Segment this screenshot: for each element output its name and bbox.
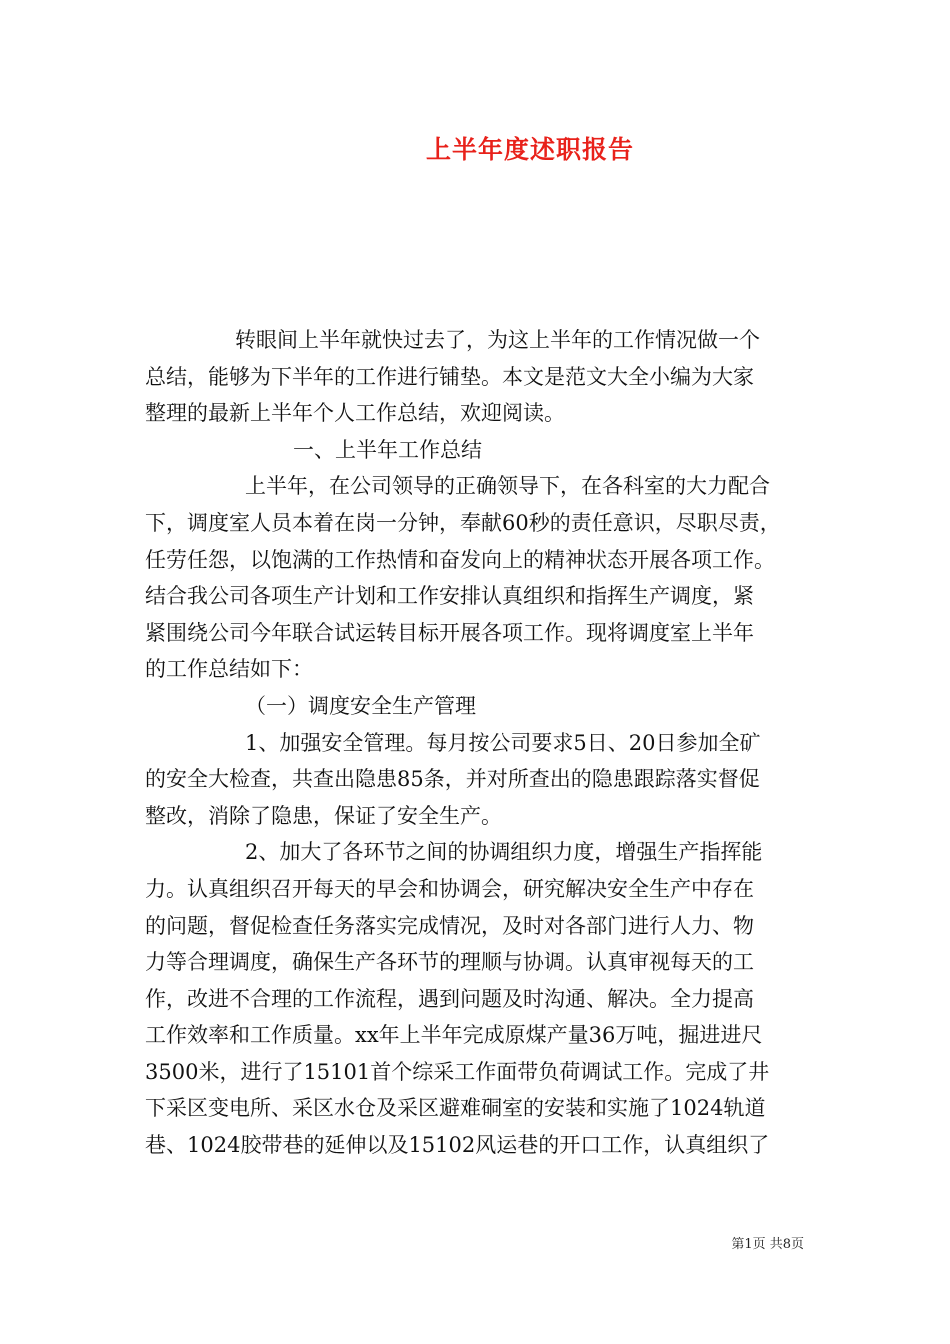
paragraph-line: 3500米，进行了15101首个综采工作面带负荷调试工作。完成了井 xyxy=(145,1059,770,1084)
paragraph-line: 的问题，督促检查任务落实完成情况，及时对各部门进行人力、物 xyxy=(145,913,754,938)
paragraph-line: 的工作总结如下： xyxy=(145,657,313,682)
section-heading: 一、上半年工作总结 xyxy=(293,437,482,462)
paragraph-line: 紧围绕公司今年联合试运转目标开展各项工作。现将调度室上半年 xyxy=(145,620,754,645)
page-number-footer: 第1页 共8页 xyxy=(731,1237,804,1252)
paragraph-line: 上半年，在公司领导的正确领导下，在各科室的大力配合 xyxy=(245,474,770,499)
paragraph-line: 转眼间上半年就快过去了，为这上半年的工作情况做一个 xyxy=(235,328,760,352)
paragraph-line: 的安全大检查，共查出隐患85条，并对所查出的隐患跟踪落实督促 xyxy=(145,767,760,792)
document-body xyxy=(145,322,817,1164)
paragraph-line: 力。认真组织召开每天的早会和协调会，研究解决安全生产中存在 xyxy=(145,876,754,901)
subsection-heading: （一）调度安全生产管理 xyxy=(245,693,476,718)
paragraph-line: 巷、1024胶带巷的延伸以及15102风运巷的开口工作，认真组织了 xyxy=(145,1133,770,1158)
paragraph-line: 整改，消除了隐患，保证了安全生产。 xyxy=(145,803,502,828)
paragraph-line: 整理的最新上半年个人工作总结，欢迎阅读。 xyxy=(145,401,565,426)
paragraph-line: 2、加大了各环节之间的协调组织力度，增强生产指挥能 xyxy=(245,840,763,865)
paragraph-line: 总结，能够为下半年的工作进行铺垫。本文是范文大全小编为大家 xyxy=(145,364,754,389)
paragraph-line: 下采区变电所、采区水仓及采区避难硐室的安装和实施了1024轨道 xyxy=(145,1096,766,1121)
paragraph-line: 作，改进不合理的工作流程，遇到问题及时沟通、解决。全力提高 xyxy=(145,986,754,1011)
paragraph-line: 1、加强安全管理。每月按公司要求5日、20日参加全矿 xyxy=(245,730,761,755)
paragraph-line: 结合我公司各项生产计划和工作安排认真组织和指挥生产调度，紧 xyxy=(145,584,754,609)
paragraph-line: 任劳任怨，以饱满的工作热情和奋发向上的精神状态开展各项工作。 xyxy=(145,547,775,572)
paragraph-line: 力等合理调度，确保生产各环节的理顺与协调。认真审视每天的工 xyxy=(145,950,754,975)
paragraph-line: 下，调度室人员本着在岗一分钟，奉献60秒的责任意识，尽职尽责， xyxy=(145,510,781,535)
paragraph-line: 工作效率和工作质量。xx年上半年完成原煤产量36万吨，掘进进尺 xyxy=(145,1023,763,1048)
document-title: 上半年度述职报告 xyxy=(425,135,634,164)
